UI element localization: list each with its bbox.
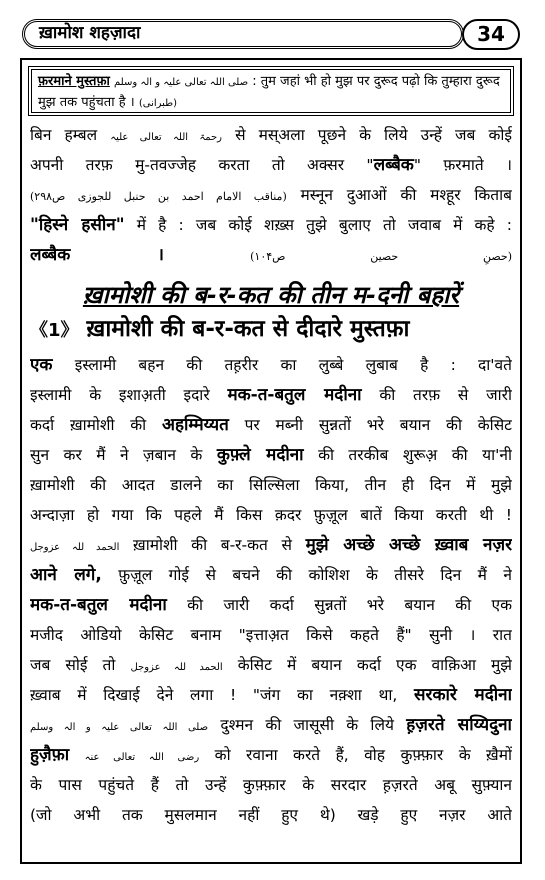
bold-text: लब्बैक (373, 155, 414, 175)
body-line-2 (30, 380, 512, 410)
text: पर मब्नी सुन्नतों भरे बयान की केसिट (244, 416, 512, 434)
bold-text: कुफ़्ले मदीना (216, 445, 304, 465)
text: ख़्वाब में दिखाई देने लगा ! "जंग का नक़्शा था, (30, 686, 398, 704)
text: से मस्अला पूछने के लिये उन्हें जब कोई (235, 126, 512, 144)
text: इस्लामी बहन की तह़रीर का लुब्बे लुबाब है : दा'वते (74, 356, 512, 374)
bold-text: हुज़ैफ़ा (30, 745, 70, 765)
book-title-header (22, 19, 464, 49)
book-title: ख़ामोश शहज़ादा (39, 23, 141, 43)
subsection-number: 《1》 (30, 320, 79, 341)
text: दुश्मन की जासूसी के लिये (220, 716, 394, 734)
body-line-14 (30, 740, 512, 773)
bold-text: ह़ज़रते सय्यिदुना (406, 715, 512, 735)
bold-text: आने लगे, (30, 565, 102, 585)
bold-text: मक-त-बतुल मदीना (227, 385, 362, 405)
text: में है : जब कोई शख़्स तुझे बुलाए तो जवाब में कहे : (136, 216, 512, 234)
text-line-1 (30, 120, 512, 153)
arabic-phrase: الحمد للہ عزوجل (30, 542, 120, 553)
text: ख़ामोशी की ब-र-कत से (133, 536, 292, 554)
arabic-phrase: الحمد للہ عزوجل (130, 662, 223, 673)
text: इस्लामी के इशाअ़ती इदारे (30, 386, 210, 404)
text-line-4 (30, 210, 512, 240)
arabic-honorific: رضی اللہ تعالی عنہ (84, 752, 200, 763)
body-line-11 (30, 650, 512, 683)
hadith-source: (طبرانی) (138, 98, 178, 109)
arabic-reference: (مناقب الامام احمد بن حنبل للجوزی ص۲۹۸) (30, 190, 287, 203)
bold-text: मक-त-बतुल मदीना (30, 595, 167, 615)
body-line-5: ख़ामोशी की आदत डालने का सिल्सिला किया, तीन ही दिन में मुझे (30, 476, 512, 494)
text: कर्दा ख़ामोशी की (30, 416, 147, 434)
bold-text: अहम्मिय्यत (162, 415, 229, 435)
page-number: 34 (462, 19, 520, 50)
bold-text: एक (30, 355, 53, 375)
body-line-16: (जो अभी तक मुसलमान नहीं हुए थे) खड़े हुए नज़र आते (30, 806, 512, 824)
text: जब सोई तो (30, 656, 116, 674)
body-line-13 (30, 710, 512, 743)
text: फ़ुज़ूल गोई से बचने की कोशिश के तीसरे दिन मैं ने (118, 566, 512, 584)
bold-text: मुझे अच्छे अच्छे ख़्वाब नज़र (305, 535, 512, 555)
hadith-text-1: : तुम जहां भी हो मुझ पर दुरूद पढ़ो कि तुम्हारा दुरूद (248, 74, 500, 89)
hadith-line-1 (38, 72, 504, 93)
body-line-3 (30, 410, 512, 440)
text-line-3 (30, 180, 512, 212)
hadith-title: फ़रमाने मुस्तफ़ा (38, 74, 110, 89)
subsection-title: ख़ामोशी की ब-र-कत से दीदारे मुस्तफ़ा (86, 316, 410, 342)
text-line-2 (30, 150, 512, 180)
text: सुन कर मैं ने ज़बान के (30, 446, 203, 464)
hadith-line-2 (38, 93, 504, 114)
text: केसिट में बयान कर्दा एक वाक़िआ मुझे (237, 656, 512, 674)
bold-text: सरकारे मदीना (414, 685, 512, 705)
text: " फ़रमाते । (413, 156, 512, 174)
subsection-heading (30, 311, 512, 349)
hadith-salawat: صلی اللہ تعالی علیہ و الہ وسلم (114, 77, 249, 88)
bold-text: "हिस्ने हसीन" (30, 215, 125, 235)
text-line-5 (30, 240, 512, 272)
text: मस्नून दुआओं की मश्हूर किताब (300, 186, 512, 204)
bold-text: लब्बैक । (30, 245, 164, 265)
text: की तरफ़ से जारी (379, 386, 512, 404)
arabic-honorific: رحمۃ اللہ تعالی علیہ (110, 132, 222, 143)
body-line-7 (30, 530, 512, 563)
body-line-12 (30, 680, 512, 710)
text: अपनी तरफ़ मु-तवज्जेह करता तो अक्सर " (30, 156, 374, 174)
body-line-15: के पास पहुंचते हैं तो उन्हें कुफ़्फ़ार के सरदार ह़ज़रते अबू सुफ़्यान (30, 776, 512, 794)
hadith-text-2: मुझ तक पहुंचता है । (38, 95, 135, 110)
body-line-10: मजीद ओडियो केसिट बनाम "इत्ताअ़त किसे कहते हैं" सुनी । रात (30, 626, 512, 644)
arabic-reference: (حصنِ حصین ص۱۰۴) (250, 250, 512, 263)
text: को रवाना करते हैं, वोह कुफ़्फ़ार के ख़ैमों (214, 746, 512, 764)
text: की तरकीब शुरूअ़ की या'नी (318, 446, 512, 464)
arabic-honorific: صلی اللہ تعالی علیہ و الہ وسلم (30, 722, 209, 733)
body-line-4 (30, 440, 512, 470)
section-heading: ख़ामोशी की ब-र-कत की तीन म-दनी बहारें (82, 281, 460, 309)
body-line-1 (30, 350, 512, 380)
body-line-6: अन्दाज़ा हो गया कि पहले मैं किस क़दर फ़ुज़ूल बातें किया करती थी ! (30, 506, 512, 524)
body-line-9 (30, 590, 512, 620)
hadith-box (28, 66, 514, 116)
text: बिन हम्बल (30, 126, 98, 144)
body-line-8 (30, 560, 512, 590)
text: की जारी कर्दा सुन्नतों भरे बयान की एक (187, 596, 512, 614)
